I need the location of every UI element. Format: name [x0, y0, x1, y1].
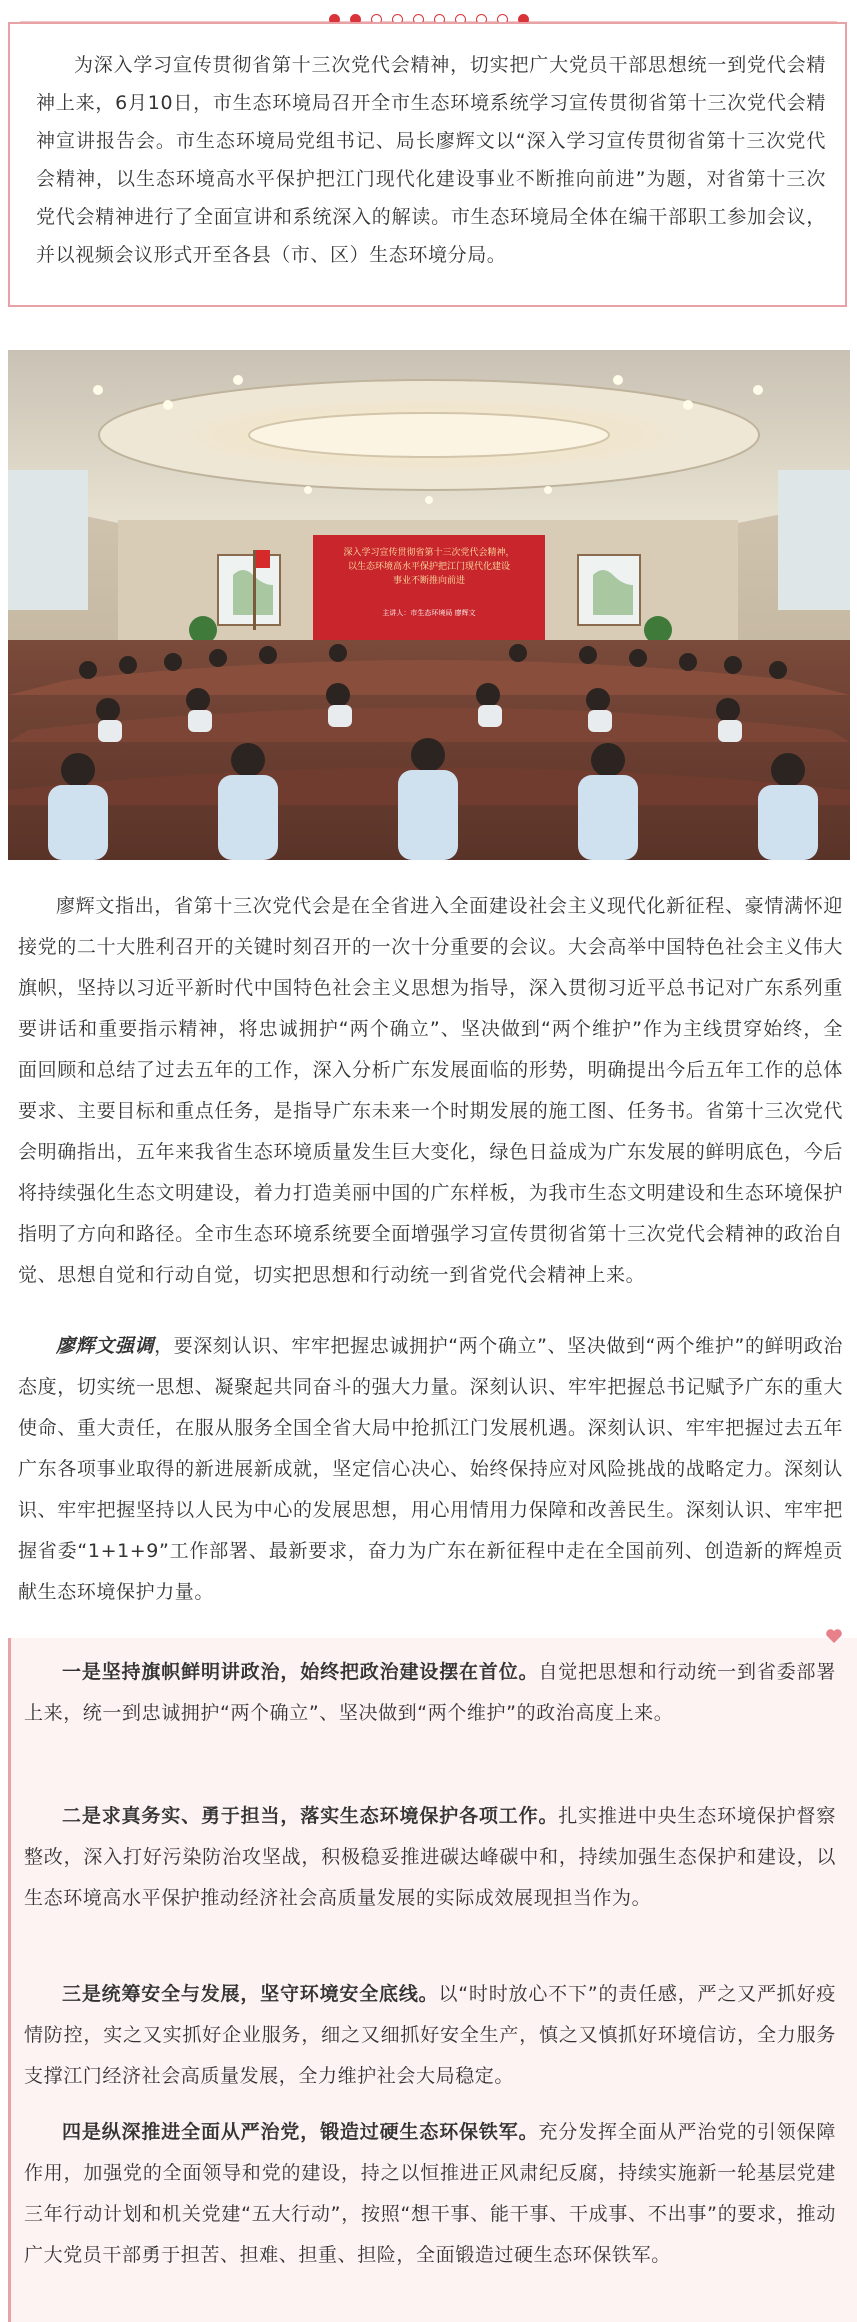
emphasis-paragraph — [18, 1326, 843, 1613]
task-text: 以“时时放心不下”的责任感，严之又严抓好疫情防控，实之又实抓好企业服务，细之又细抓好安全生产，慎之又慎抓好环境信访，全力服务支撑江门经济社会高质量发展，全力维护社会大局稳定。 — [24, 1983, 836, 2087]
task-lead: 一是坚持旗帜鲜明讲政治，始终把政治建设摆在首位。 — [62, 1661, 539, 1683]
screen-title-line2: 以生态环境高水平保护把江门现代化建设 — [347, 562, 511, 572]
emphasis-text: ，要深刻认识、牢牢把握忠诚拥护“两个确立”、坚决做到“两个维护”的鲜明政治态度，切实统一思想、凝聚起共同奋斗的强大力量。深刻认识、牢牢把握总书记赋予广东的重大使命、重大责任，在服从服务全国全省大局中抢抓江门发展机遇。深刻认识、牢牢把握过去五年广东各项事业取得的新进展新成就，坚定信心决心、始终保持应对风险挑战的战略定力。深刻认识、牢牢把握坚持以人民为中心的发展思想，用心用情用力保障和改善民生。深刻认识、牢牢把握省委“1+1+9”工作部署、最新要求，奋力为广东在新征程中走在全国前列、创造新的辉煌贡献生态环境保护力量。 — [18, 1335, 843, 1603]
task-lead: 二是求真务实、勇于担当，落实生态环境保护各项工作。 — [62, 1805, 559, 1827]
intro-box — [8, 22, 847, 307]
screen-title-line1: 深入学习宣传贯彻省第十三次党代会精神， — [343, 548, 515, 558]
task-lead: 四是纵深推进全面从严治党，锻造过硬生态环保铁军。 — [62, 2121, 539, 2143]
heart-icon — [825, 1628, 843, 1644]
task-item — [24, 1652, 836, 1734]
task-item — [24, 2112, 836, 2276]
screen-title-line3: 事业不断推向前进 — [392, 576, 466, 586]
task-lead: 三是统筹安全与发展，坚守环境安全底线。 — [62, 1983, 439, 2005]
meeting-photo — [8, 350, 850, 860]
task-item — [24, 1796, 836, 1919]
task-text: 充分发挥全面从严治党的引领保障作用，加强党的全面领导和党的建设，持之以恒推进正风肃纪反腐，持续实施新一轮基层党建三年行动计划和机关党建“五大行动”，按照“想干事、能干事、干成事、不出事”的要求，推动广大党员干部勇于担苦、担难、担重、担险，全面锻造过硬生态环保铁军。 — [24, 2121, 836, 2266]
screen-speaker: 主讲人：市生态环境局 廖辉文 — [382, 609, 476, 617]
intro-paragraph: 为深入学习宣传贯彻省第十三次党代会精神，切实把广大党员干部思想统一到党代会精神上来，6月10日，市生态环境局召开全市生态环境系统学习宣传贯彻省第十三次党代会精神宣讲报告会。市生态环境局党组书记、局长廖辉文以“深入学习宣传贯彻省第十三次党代会精神，以生态环境高水平保护把江门现代化建设事业不断推向前进”为题，对省第十三次党代会精神进行了全面宣讲和系统深入的解读。市生态环境局全体在编干部职工参加会议，并以视频会议形式开至各县（市、区）生态环境分局。 — [36, 54, 826, 266]
task-text: 自觉把思想和行动统一到省委部署上来，统一到忠诚拥护“两个确立”、坚决做到“两个维护”的政治高度上来。 — [24, 1661, 836, 1724]
emphasis-lead: 廖辉文强调 — [56, 1335, 155, 1357]
task-text: 扎实推进中央生态环境保护督察整改，深入打好污染防治攻坚战，积极稳妥推进碳达峰碳中和，持续加强生态保护和建设，以生态环境高水平保护推动经济社会高质量发展的实际成效展现担当作为。 — [24, 1805, 836, 1909]
summary-paragraph: 廖辉文指出，省第十三次党代会是在全省进入全面建设社会主义现代化新征程、豪情满怀迎接党的二十大胜利召开的关键时刻召开的一次十分重要的会议。大会高举中国特色社会主义伟大旗帜，坚持以习近平新时代中国特色社会主义思想为指导，深入贯彻习近平总书记对广东系列重要讲话和重要指示精神，将忠诚拥护“两个确立”、坚决做到“两个维护”作为主线贯穿始终，全面回顾和总结了过去五年的工作，深入分析广东发展面临的形势，明确提出今后五年工作的总体要求、主要目标和重点任务，是指导广东未来一个时期发展的施工图、任务书。省第十三次党代会明确指出，五年来我省生态环境质量发生巨大变化，绿色日益成为广东发展的鲜明底色，今后将持续强化生态文明建设，着力打造美丽中国的广东样板，为我市生态文明建设和生态环境保护指明了方向和路径。全市生态环境系统要全面增强学习宣传贯彻省第十三次党代会精神的政治自觉、思想自觉和行动自觉，切实把思想和行动统一到省党代会精神上来。 — [18, 895, 843, 1286]
task-item — [24, 1974, 836, 2097]
